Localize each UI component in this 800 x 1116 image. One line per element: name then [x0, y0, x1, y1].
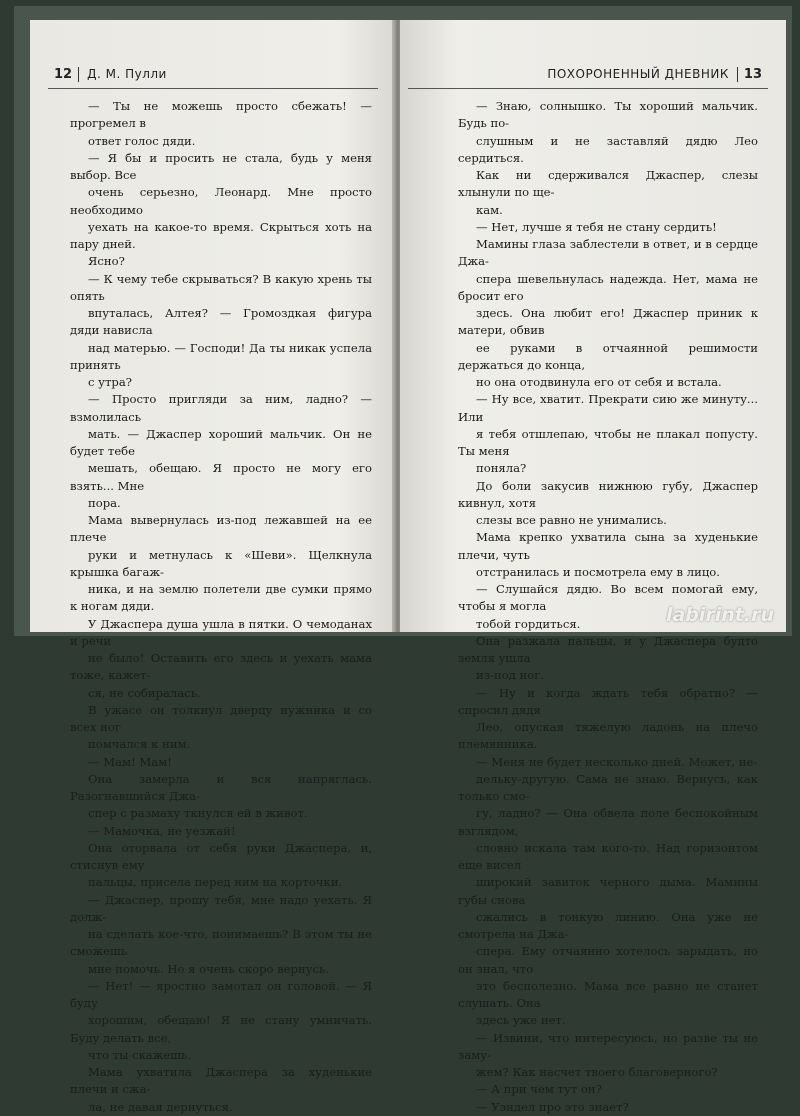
- text-line: — Мам! Мам!: [88, 754, 172, 769]
- text-line: очень серьезно, Леонард. Мне просто необходимо: [70, 185, 372, 217]
- text-line: До боли закусив нижнюю губу, Джаспер кивнул, хотя: [458, 478, 758, 510]
- open-book: [14, 6, 792, 1114]
- text-line: Мамины глаза заблестели в ответ, и в сердце Джа-: [458, 237, 758, 269]
- text-line: хорошим, обещаю! Я не стану умничать. Буду делать все,: [70, 1013, 372, 1045]
- text-line: слушным и не заставляй дядю Лео сердиться.: [458, 133, 758, 165]
- page-number: 13: [737, 67, 768, 82]
- text-line: — Я бы и просить не стала, будь у меня выбор. Все: [70, 150, 372, 182]
- text-line: мне помочь. Но я очень скоро вернусь.: [88, 961, 330, 976]
- text-line: уехать на какое-то время. Скрыться хоть на пару дней.: [70, 219, 372, 251]
- text-line: ла, не давая дернуться.: [88, 1099, 233, 1114]
- text-line: пора.: [88, 495, 121, 510]
- running-head: Д. М. Пулли: [87, 67, 167, 81]
- text-line: слезы все равно не унимались.: [476, 513, 667, 527]
- text-line: мать. — Джаспер хороший мальчик. Он не будет тебе: [70, 426, 372, 458]
- left-page-text: [70, 98, 372, 1116]
- text-line: над матерью. — Господи! Да ты никак успела принять: [70, 340, 372, 372]
- text-line: спера. Ему отчаянно хотелось зарыдать, но он знал, что: [458, 944, 758, 976]
- text-line: — Меня не будет несколько дней. Может, не-: [476, 754, 758, 769]
- text-line: спера шевельнулась надежда. Нет, мама не бросит его: [458, 271, 758, 303]
- text-line: — Мамочка, не уезжай!: [88, 823, 236, 838]
- text-line: руки и метнулась к «Шеви». Щелкнула крышка багаж-: [70, 547, 372, 579]
- text-line: отстранилась и посмотрела ему в лицо.: [476, 564, 720, 579]
- text-line: не было! Оставить его здесь и уехать мама тоже, кажет-: [70, 651, 372, 683]
- text-line: — Извини, что интересуюсь, но разве ты не заму-: [458, 1030, 758, 1062]
- text-line: У Джаспера душа ушла в пятки. О чемоданах и речи: [70, 616, 372, 648]
- text-line: — Уэндел про это знает?: [476, 1099, 629, 1114]
- text-line: ника, и на землю полетели две сумки прямо к ногам дяди.: [70, 582, 372, 614]
- right-page-header: [408, 60, 768, 89]
- text-line: — А при чем тут он?: [476, 1082, 602, 1097]
- text-line: поняла?: [476, 461, 527, 476]
- watermark-logo: labirint.ru: [665, 604, 774, 626]
- text-line: на сделать кое-что, понимаешь? В этом ты не сможешь: [70, 927, 372, 959]
- text-line: — Слушайся дядю. Во всем помогай ему, чтобы я могла: [458, 582, 758, 614]
- text-line: тобой гордиться.: [476, 616, 581, 631]
- text-line: впуталась, Алтея? — Громоздкая фигура дяди нависла: [70, 306, 372, 338]
- text-line: В ужасе он толкнул дверцу нужника и со всех ног: [70, 702, 372, 734]
- text-line: Ясно?: [88, 254, 125, 269]
- text-line: Она разжала пальцы, и у Джаспера будто земля ушла: [458, 633, 758, 665]
- text-line: — Нет, лучше я тебя не стану сердить!: [476, 219, 717, 234]
- text-line: кам.: [476, 202, 503, 217]
- text-line: ся, не собиралась.: [88, 685, 201, 700]
- text-line: спер с размаху ткнулся ей в живот.: [88, 806, 308, 821]
- text-line: я тебя отшлепаю, чтобы не плакал попусту. Ты меня: [458, 426, 758, 458]
- text-line: пальцы, присела перед ним на корточки.: [88, 875, 343, 890]
- running-head: ПОХОРОНЕННЫЙ ДНЕВНИК: [547, 67, 729, 81]
- text-line: с утра?: [88, 375, 132, 389]
- text-line: словно искала там кого-то. Над горизонтом еще висел: [458, 840, 758, 872]
- text-line: жем? Как насчет твоего благоверного?: [476, 1065, 718, 1079]
- text-line: — Нет! — яростно замотал он головой. — Я буду: [70, 978, 372, 1010]
- text-line: гу, ладно? — Она обвела поле беспокойным взглядом,: [458, 806, 758, 838]
- right-page: [400, 20, 786, 1114]
- text-line: но она отодвинула его от себя и встала.: [476, 375, 722, 389]
- left-page: [30, 20, 395, 1114]
- text-line: здесь. Она любит его! Джаспер приник к матери, обвив: [458, 306, 758, 338]
- text-line: Мама крепко ухватила сына за худенькие плечи, чуть: [458, 530, 758, 562]
- left-page-header: [48, 60, 378, 89]
- text-line: — Джаспер, прошу тебя, мне надо уехать. Я долж-: [70, 892, 372, 924]
- text-line: — Просто пригляди за ним, ладно? — взмолилась: [70, 392, 372, 424]
- text-line: сжались в тонкую линию. Она уже не смотрела на Джа-: [458, 909, 758, 941]
- text-line: Мама ухватила Джаспера за худенькие плечи и сжа-: [70, 1065, 372, 1097]
- text-line: ответ голос дяди.: [88, 133, 196, 148]
- text-line: — Ну и когда ждать тебя обратно? — спросил дядя: [458, 685, 758, 717]
- page-number: 12: [48, 67, 79, 82]
- text-line: помчался к ним.: [88, 737, 191, 752]
- text-line: Лео, опуская тяжелую ладонь на плечо племянника.: [458, 720, 758, 752]
- text-line: мешать, обещаю. Я просто не могу его взять... Мне: [70, 461, 372, 493]
- text-line: ее руками в отчаянной решимости держаться до конца,: [458, 340, 758, 372]
- text-line: что ты скажешь.: [88, 1047, 192, 1062]
- text-line: здесь уже нет.: [476, 1013, 566, 1028]
- text-line: Мама вывернулась из-под лежавшей на ее плече: [70, 513, 372, 545]
- text-line: дельку-другую. Сама не знаю. Вернусь, как только смо-: [458, 771, 758, 803]
- text-line: Как ни сдерживался Джаспер, слезы хлынули по ще-: [458, 168, 758, 200]
- text-line: Она оторвала от себя руки Джаспера, и, стиснув ему: [70, 840, 372, 872]
- text-line: это бесполезно. Мама все равно не станет слушать. Она: [458, 978, 758, 1010]
- text-line: — Ну все, хватит. Прекрати сию же минуту... Или: [458, 392, 758, 424]
- text-line: — Ты не можешь просто сбежать! — прогремел в: [70, 99, 372, 131]
- text-line: — Знаю, солнышко. Ты хороший мальчик. Будь по-: [458, 99, 758, 131]
- text-line: из-под ног.: [476, 668, 544, 683]
- text-line: Она замерла и вся напряглась. Разогнавшийся Джа-: [70, 771, 372, 803]
- text-line: — К чему тебе скрываться? В какую хрень ты опять: [70, 271, 372, 303]
- text-line: широкий завиток черного дыма. Мамины губы снова: [458, 875, 758, 907]
